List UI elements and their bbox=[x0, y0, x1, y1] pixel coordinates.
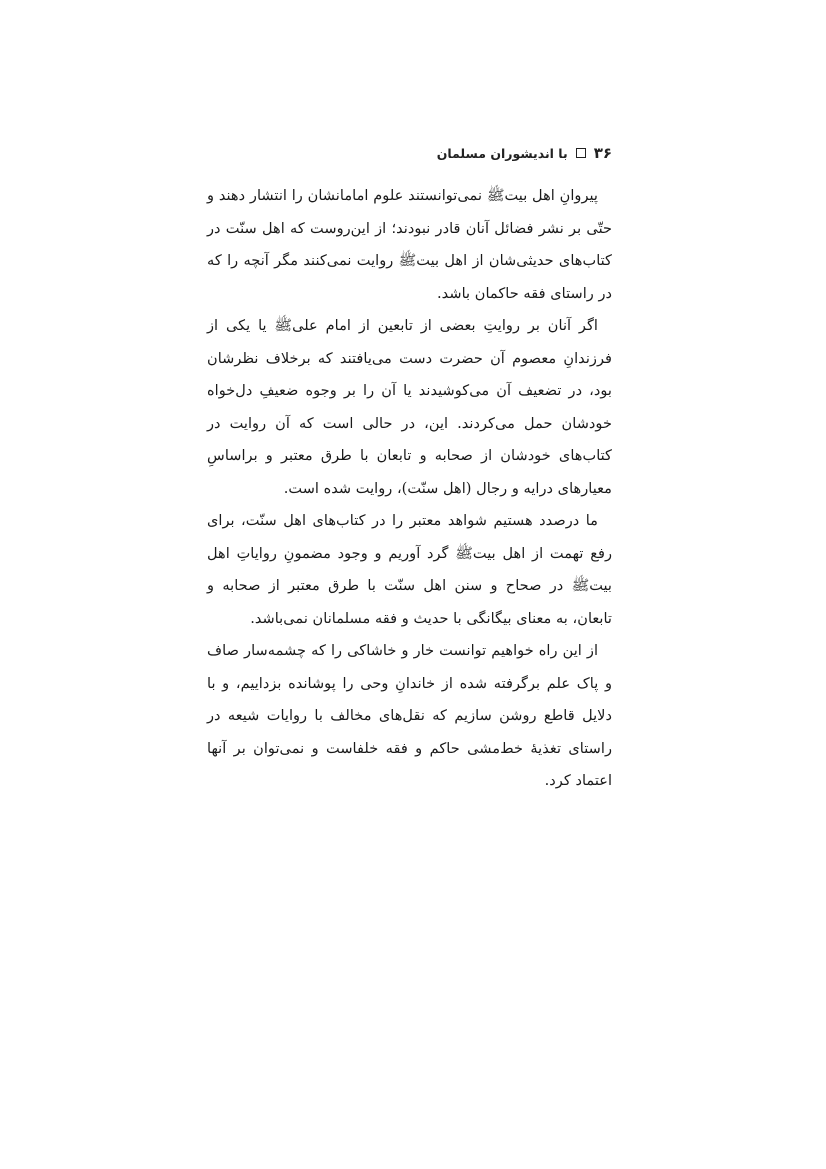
paragraph: ما درصدد هستیم شواهد معتبر را در کتاب‌های اهل سنّت، برای رفع تهمت از اهل بیتﷺ گرد آوریم و وجود مضمونِ روایاتِ اهل بیتﷺ در صحاح و سنن اهل سنّت با طرق معتبر از صحابه و تابعان، به معنای بیگانگی با حدیث و فقه مسلمانان نمی‌باشد. bbox=[207, 512, 612, 627]
square-bullet-icon bbox=[576, 148, 586, 158]
book-title: با اندیشوران مسلمان bbox=[436, 145, 568, 161]
book-page bbox=[207, 140, 612, 798]
paragraph: پیروانِ اهل بیتﷺ نمی‌توانستند علوم امامانشان را انتشار دهند و حتّی بر نشر فضائل آنان قادر نبودند؛ از این‌روست که اهل سنّت در کتاب‌های حدیثی‌شان از اهل بیتﷺ روایت نمی‌کنند مگر آنچه را که در راستای فقه حاکمان باشد. bbox=[207, 187, 612, 302]
paragraph: اگر آنان بر روایتِ بعضی از تابعین از امام علیﷺ یا یکی از فرزندانِ معصوم آن حضرت دست می‌یافتند که برخلاف نظرشان بود، در تضعیف آن می‌کوشیدند یا آن را بر وجوه ضعیفِ دل‌خواه خودشان حمل می‌کردند. این، در حالی است که آن روایت در کتاب‌های خودشان از صحابه و تابعان با طرق معتبر و براساسِ معیارهای درایه و رجال (اهل سنّت)، روایت شده است. bbox=[207, 317, 612, 497]
running-header bbox=[207, 140, 612, 166]
page-number: ۳۶ bbox=[593, 144, 612, 162]
paragraph: از این راه خواهیم توانست خار و خاشاکی را که چشمه‌سار صاف و پاک علم برگرفته شده از خاندانِ وحی را پوشانده بزداییم، و با دلایل قاطع روشن سازیم که نقل‌های مخالف با روایات شیعه در راستای تغذیۀ خط‌مشی حاکم و فقه خلفاست و نمی‌توان بر آنها اعتماد کرد. bbox=[207, 642, 612, 789]
